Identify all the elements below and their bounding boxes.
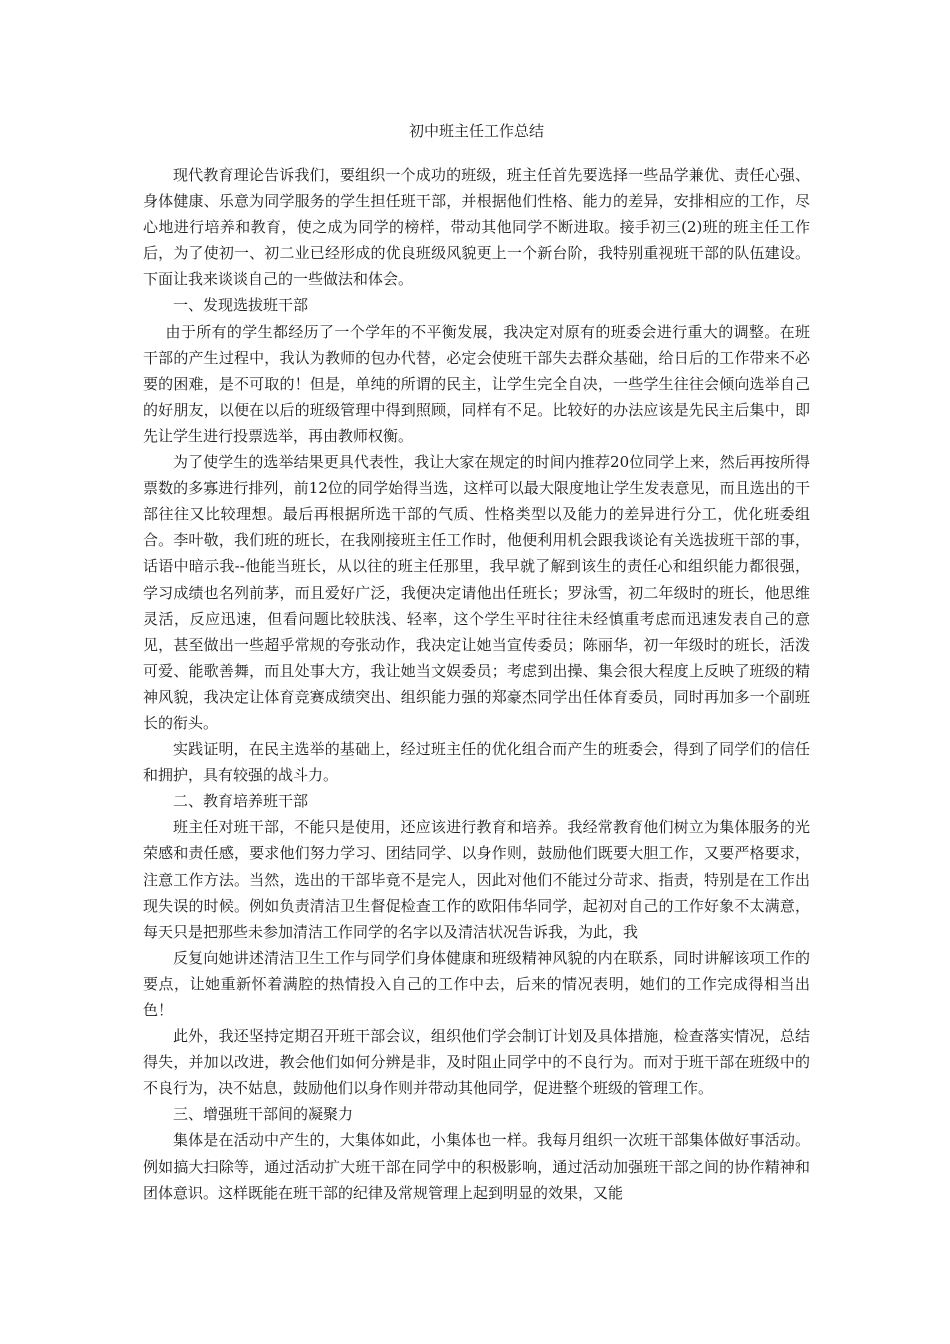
- body-paragraph: 实践证明，在民主选举的基础上，经过班主任的优化组合而产生的班委会，得到了同学们的信任和拥护，具有较强的战斗力。: [143, 740, 810, 785]
- intro-paragraph: 现代教育理论告诉我们，要组织一个成功的班级，班主任首先要选择一些品学兼优、责任心强、身体健康、乐意为同学服务的学生担任班干部，并根据他们性格、能力的差异，安排相应的工作，尽心地进行培养和教育，使之成为同学的榜样，带动其他同学不断进取。接手初三(2)班的班主任工作后，为了使初一、初二业已经形成的优良班级风貌更上一个新台阶，我特别重视班干部的队伍建设。下面让我来谈谈自己的一些做法和体会。: [143, 166, 810, 289]
- body-paragraph: 反复向她讲述清洁卫生工作与同学们身体健康和班级精神风貌的内在联系，同时讲解该项工作的要点，让她重新怀着满腔的热情投入自己的工作中去，后来的情况表明，她们的工作完成得相当出色！: [143, 948, 810, 1019]
- document-title: 初中班主任工作总结: [408, 122, 544, 140]
- section-heading-1: 一、发现选拔班干部: [173, 296, 309, 315]
- body-paragraph: 班主任对班干部，不能只是使用，还应该进行教育和培养。我经常教育他们树立为集体服务的光荣感和责任感，要求他们努力学习、团结同学、以身作则，鼓励他们既要大胆工作，又要严格要求，注意工作方法。当然，选出的干部毕竟不是完人，因此对他们不能过分苛求、指责，特别是在工作出现失误的时候。例如负责清洁卫生督促检查工作的欧阳伟华同学，起初对自己的工作好象不太满意，每天只是把那些未参加清洁工作同学的名字以及清洁状况告诉我，为此，我: [143, 818, 810, 941]
- body-paragraph: 集体是在活动中产生的，大集体如此，小集体也一样。我每月组织一次班干部集体做好事活动。例如搞大扫除等，通过活动扩大班干部在同学中的积极影响，通过活动加强班干部之间的协作精神和团体意识。这样既能在班干部的纪律及常规管理上起到明显的效果，又能: [143, 1131, 810, 1202]
- section-heading-2: 二、教育培养班干部: [173, 792, 309, 811]
- body-paragraph: 由于所有的学生都经历了一个学年的不平衡发展，我决定对原有的班委会进行重大的调整。在班干部的产生过程中，我认为教师的包办代替，必定会使班干部失去群众基础，给日后的工作带来不必要的困难，是不可取的！但是，单纯的所谓的民主，让学生完全自决，一些学生往往会倾向选举自己的好朋友，以便在以后的班级管理中得到照顾，同样有不足。比较好的办法应该是先民主后集中，即先让学生进行投票选举，再由教师权衡。: [143, 322, 810, 445]
- body-paragraph: 此外，我还坚持定期召开班干部会议，组织他们学会制订计划及具体措施，检查落实情况，总结得失，并加以改进，教会他们如何分辨是非，及时阻止同学中的不良行为。而对于班干部在班级中的不良行为，决不姑息，鼓励他们以身作则并带动其他同学，促进整个班级的管理工作。: [143, 1027, 810, 1098]
- body-paragraph: 为了使学生的选举结果更具代表性，我让大家在规定的时间内推荐20位同学上来，然后再按所得票数的多寡进行排列，前12位的同学始得当选，这样可以最大限度地让学生发表意见，而且选出的干部往往又比较理想。最后再根据所选干部的气质、性格类型以及能力的差异进行分工，优化班委组合。李叶敬，我们班的班长，在我刚接班主任工作时，他便利用机会跟我谈论有关选拔班干部的事，话语中暗示我--他能当班长，从以往的班主任那里，我早就了解到该生的责任心和组织能力都很强，学习成绩也名列前茅，而且爱好广泛，我便决定请他出任班长；罗泳雪，初二年级时的班长，他思维灵活，反应迅速，但看问题比较肤浅、轻率，这个学生平时往往未经慎重考虑而迅速发表自己的意见，甚至做出一些超乎常规的夸张动作，我决定让她当宣传委员；陈丽华，初一年级时的班长，活泼可爱、能歌善舞，而且处事大方，我让她当文娱委员；考虑到出操、集会很大程度上反映了班级的精神风貌，我决定让体育竞赛成绩突出、组织能力强的郑豪杰同学出任体育委员，同时再加多一个副班长的衔头。: [143, 453, 810, 732]
- section-heading-3: 三、增强班干部间的凝聚力: [173, 1105, 354, 1124]
- document-page: [143, 118, 810, 1206]
